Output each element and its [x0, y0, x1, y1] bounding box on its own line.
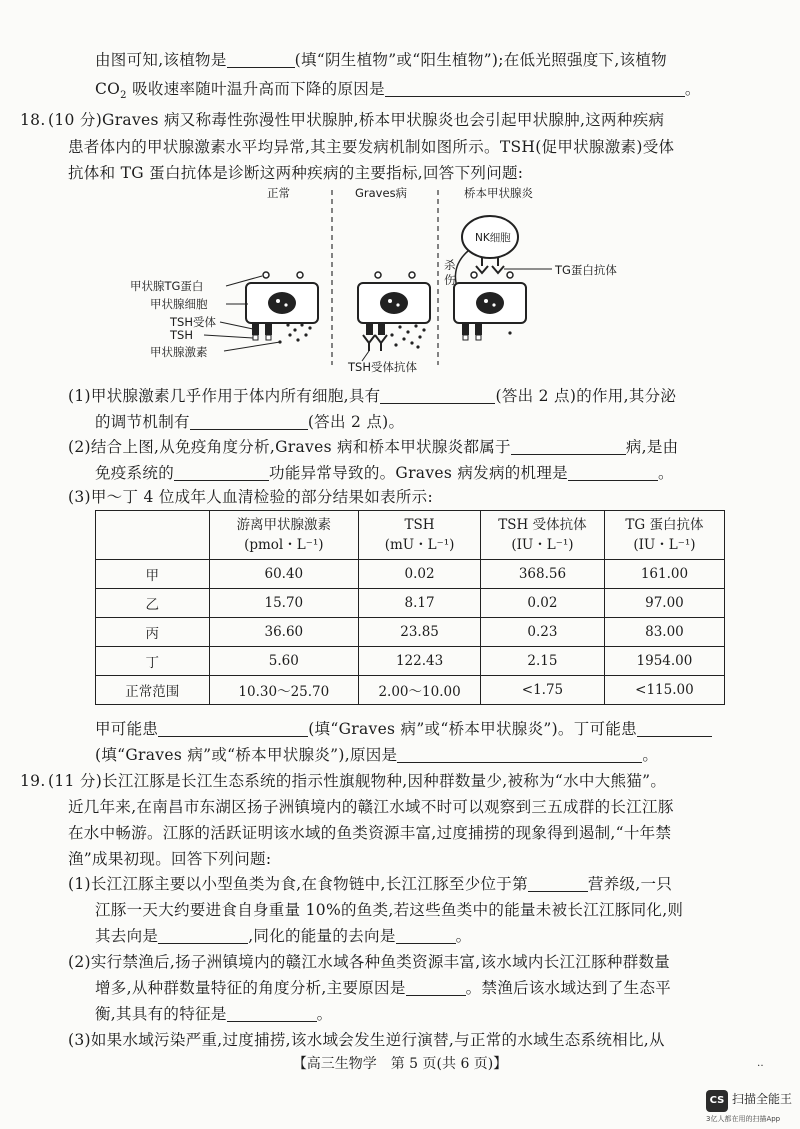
q18-p3-intro: (3)甲～丁 4 位成年人血清检验的部分结果如表所示: — [68, 488, 433, 506]
table-cell: 60.40 — [209, 560, 359, 589]
q18-intro-3: 抗体和 TG 蛋白抗体是诊断这两种疾病的主要指标,回答下列问题: — [68, 164, 524, 182]
label-nk-cell: NK细胞 — [475, 232, 511, 244]
label-tg-antibody: TG蛋白抗体 — [555, 263, 617, 277]
table-cell: 甲 — [96, 560, 210, 589]
table-cell: 0.23 — [481, 618, 605, 647]
answer-blank[interactable] — [385, 80, 685, 97]
table-header-row — [96, 511, 725, 560]
q18-number: 18. — [20, 111, 46, 129]
answer-blank[interactable] — [158, 720, 308, 737]
mechanism-figure — [120, 185, 617, 375]
table-cell: 丙 — [96, 618, 210, 647]
table-cell: 2.00～10.00 — [359, 676, 481, 705]
table-row — [96, 676, 725, 705]
q18-intro-1: (10 分)Graves 病又称毒性弥漫性甲状腺肿,桥本甲状腺炎也会引起甲状腺肿,这两种疾病 — [48, 111, 665, 129]
q19-intro-1: (11 分)长江江豚是长江生态系统的指示性旗舰物种,因种群数量少,被称为“水中大熊猫”。 — [48, 772, 667, 790]
label-thyroid-hormone: 甲状腺激素 — [150, 345, 208, 359]
answer-blank[interactable] — [397, 746, 642, 763]
table-cell: <115.00 — [604, 676, 724, 705]
table-cell: 97.00 — [604, 589, 724, 618]
table-cell: 15.70 — [209, 589, 359, 618]
panel-title-hashimoto: 桥本甲状腺炎 — [464, 186, 533, 200]
answer-blank[interactable] — [174, 464, 269, 481]
answer-blank[interactable] — [227, 51, 295, 68]
table-cell: <1.75 — [481, 676, 605, 705]
q18-p1-line2: 的调节机制有 (答出 2 点)。 — [95, 413, 405, 431]
table-cell: 1954.00 — [604, 647, 724, 676]
panel-title-normal: 正常 — [267, 186, 290, 200]
answer-blank[interactable] — [511, 438, 626, 455]
answer-blank[interactable] — [637, 720, 712, 737]
label-tsh-receptor: TSH受体 — [170, 315, 216, 329]
q18-intro-2: 患者体内的甲状腺激素水平均异常,其主要发病机制如图所示。TSH(促甲状腺激素)受体 — [68, 138, 675, 156]
answer-blank[interactable] — [568, 464, 658, 481]
table-cell: 161.00 — [604, 560, 724, 589]
q19-intro-3: 在水中畅游。江豚的活跃证明该水域的鱼类资源丰富,过度捕捞的现象得到遏制,“十年禁 — [68, 824, 672, 842]
answer-blank[interactable] — [396, 927, 456, 944]
q19-p2-line3: 衡,其具有的特征是 。 — [95, 1005, 333, 1023]
answer-blank[interactable] — [158, 927, 248, 944]
q19-p3-line1: (3)如果水域污染严重,过度捕捞,该水域会发生逆行演替,与正常的水域生态系统相比,从 — [68, 1031, 665, 1049]
footer-dash: ‥ — [757, 1058, 764, 1069]
table-header-cell: 游离甲状腺激素 (pmol・L⁻¹) — [209, 511, 359, 560]
normal-thyroid-cell — [246, 272, 318, 344]
label-kill-1: 杀 — [444, 258, 456, 272]
table-row — [96, 647, 725, 676]
table-cell: 368.56 — [481, 560, 605, 589]
table-header-cell — [96, 511, 210, 560]
label-kill-2: 伤 — [444, 273, 456, 287]
label-tsh-receptor-antibody: TSH受体抗体 — [348, 360, 417, 374]
answer-blank[interactable] — [528, 875, 588, 892]
table-cell: 0.02 — [359, 560, 481, 589]
label-tsh: TSH — [170, 328, 193, 342]
label-tg-protein: 甲状腺TG蛋白 — [130, 279, 204, 293]
table-cell: 丁 — [96, 647, 210, 676]
q18-p3-line1: 甲可能患 (填“Graves 病”或“桥本甲状腺炎”)。丁可能患 — [95, 718, 712, 740]
answer-blank[interactable] — [406, 979, 466, 996]
q18-p2-line1: (2)结合上图,从免疫角度分析,Graves 病和桥本甲状腺炎都属于 病,是由 — [68, 438, 679, 456]
table-cell: 8.17 — [359, 589, 481, 618]
table-cell: 5.60 — [209, 647, 359, 676]
q17-line-2: $CO_2$ 吸收速率随叶温升高而下降的原因是 。 — [95, 80, 701, 102]
page-footer: 【高三生物学 第 5 页(共 6 页)】 — [292, 1056, 508, 1072]
q18-p1-line1: (1)甲状腺激素几乎作用于体内所有细胞,具有 (答出 2 点)的作用,其分泌 — [68, 387, 677, 405]
watermark-title: 扫描全能王 — [732, 1092, 793, 1106]
cs-logo-icon: CS — [706, 1090, 728, 1112]
q19-p1-line3: 其去向是 ,同化的能量的去向是 。 — [95, 927, 472, 945]
label-thyroid-cell: 甲状腺细胞 — [150, 297, 208, 311]
table-row — [96, 560, 725, 589]
table-cell: 10.30～25.70 — [209, 676, 359, 705]
answer-blank[interactable] — [190, 413, 308, 430]
watermark-subtitle: 3亿人都在用的扫描App — [706, 1115, 781, 1123]
table-cell: 乙 — [96, 589, 210, 618]
q19-p1-line2: 江豚一天大约要进食自身重量 10%的鱼类,若这些鱼类中的能量未被长江江豚同化,则 — [95, 901, 684, 919]
answer-blank[interactable] — [380, 387, 495, 404]
q18-p2-line2: 免疫系统的 功能异常导致的。Graves 病发病的机理是 。 — [95, 464, 674, 482]
q19-intro-2: 近几年来,在南昌市东湖区扬子洲镇境内的赣江水域不时可以观察到三五成群的长江江豚 — [68, 798, 674, 816]
q19-p1-line1: (1)长江江豚主要以小型鱼类为食,在食物链中,长江江豚至少位于第 营养级,一只 — [68, 875, 673, 893]
q19-p2-line1: (2)实行禁渔后,扬子洲镇境内的赣江水域各种鱼类资源丰富,该水域内长江江豚种群数量 — [68, 953, 671, 971]
q19-intro-4: 渔”成果初现。回答下列问题: — [68, 850, 272, 868]
table-row — [96, 589, 725, 618]
table-header-cell: TSH (mU・L⁻¹) — [359, 511, 481, 560]
q17-line-1: 由图可知,该植物是 (填“阴生植物”或“阳生植物”);在低光照强度下,该植物 — [95, 51, 667, 69]
answer-blank[interactable] — [227, 1005, 317, 1022]
graves-thyroid-cell — [358, 272, 430, 361]
table-cell: 122.43 — [359, 647, 481, 676]
panel-title-graves: Graves病 — [355, 186, 408, 200]
table-row — [96, 618, 725, 647]
table-cell: 正常范围 — [96, 676, 210, 705]
table-cell: 23.85 — [359, 618, 481, 647]
table-header-cell: TG 蛋白抗体 (IU・L⁻¹) — [604, 511, 724, 560]
table-cell: 2.15 — [481, 647, 605, 676]
q18-p3-line2: (填“Graves 病”或“桥本甲状腺炎”),原因是 。 — [95, 746, 659, 764]
table-cell: 0.02 — [481, 589, 605, 618]
q19-number: 19. — [20, 772, 46, 790]
table-cell: 83.00 — [604, 618, 724, 647]
serum-test-table — [95, 510, 725, 705]
table-header-cell: TSH 受体抗体 (IU・L⁻¹) — [481, 511, 605, 560]
q19-p2-line2: 增多,从种群数量特征的角度分析,主要原因是 。禁渔后该水域达到了生态平 — [95, 979, 672, 997]
table-cell: 36.60 — [209, 618, 359, 647]
